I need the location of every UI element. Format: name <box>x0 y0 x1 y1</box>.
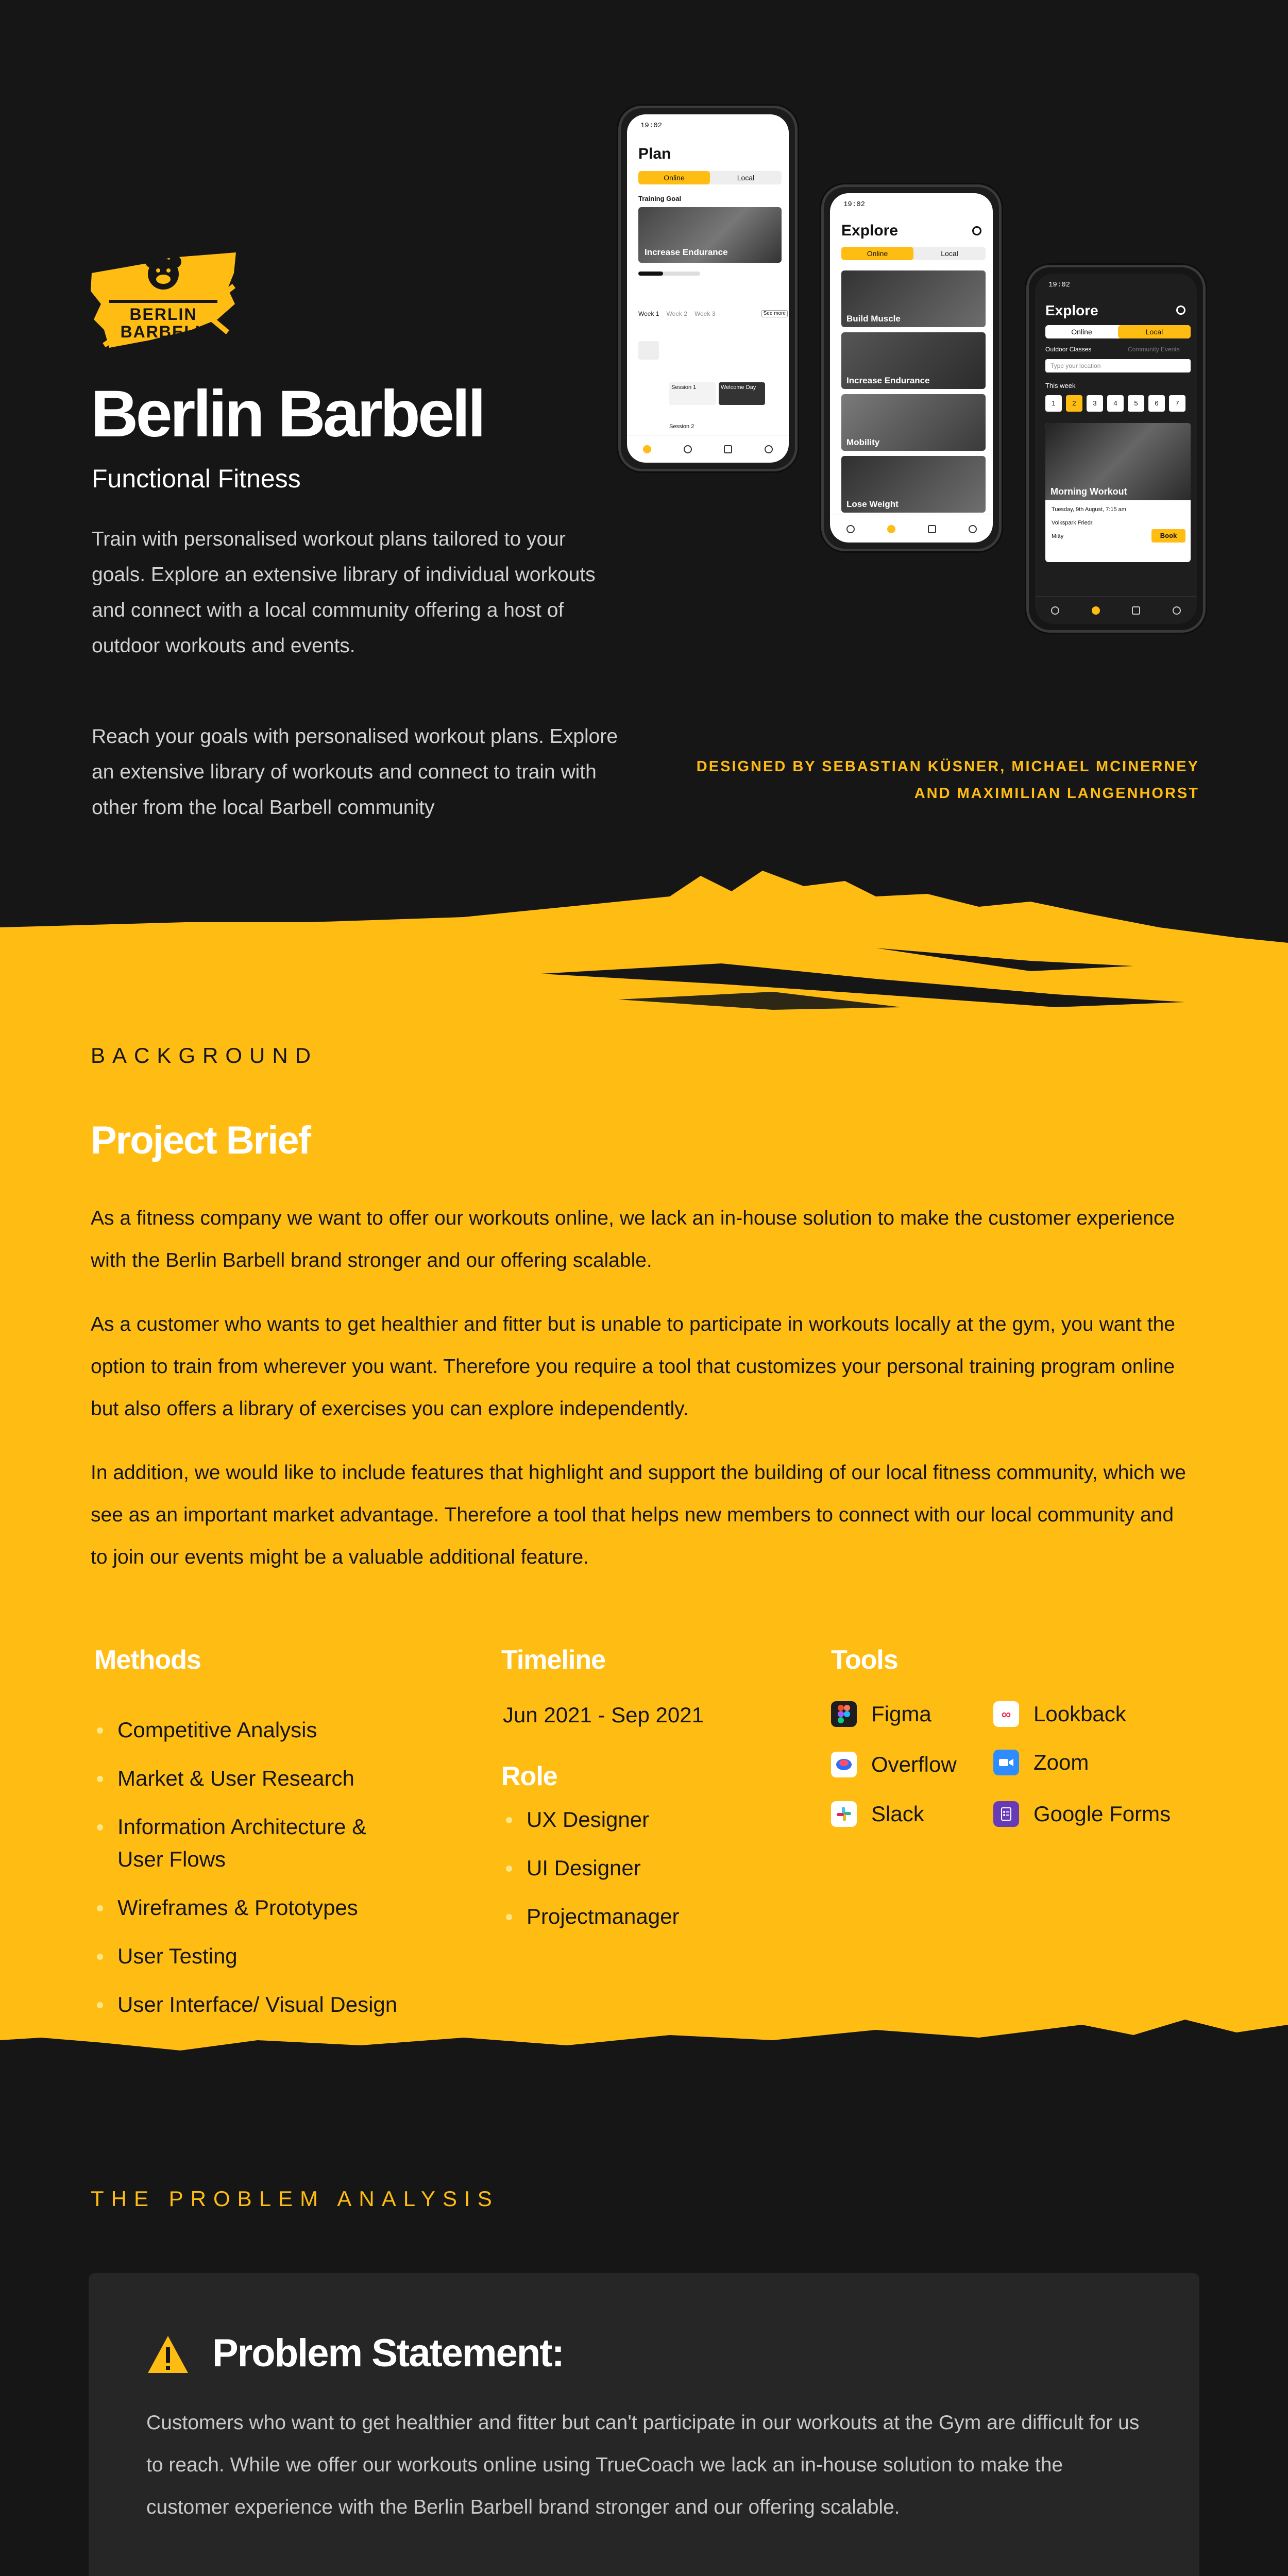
tool-label: Overflow <box>871 1752 957 1776</box>
tool-label: Slack <box>871 1802 924 1826</box>
page-subtitle: Functional Fitness <box>92 464 301 493</box>
tab-local[interactable]: Local <box>737 174 755 182</box>
explore-title: Explore <box>1045 302 1098 318</box>
zoom-icon <box>993 1750 1019 1775</box>
tool-lookback <box>993 1701 1126 1727</box>
figma-icon <box>831 1701 857 1727</box>
list-item: Market & User Research <box>92 1762 421 1794</box>
tool-zoom <box>993 1750 1089 1775</box>
list-item: Projectmanager <box>501 1900 810 1933</box>
event-card[interactable] <box>1045 423 1191 562</box>
background-eyebrow: BACKGROUND <box>91 1043 318 1067</box>
day-6[interactable]: 6 <box>1148 395 1165 412</box>
plan-item-session-1[interactable]: Session 1 <box>669 382 716 405</box>
phone-explore-dark-mockup <box>1026 265 1206 633</box>
plan-list <box>638 382 788 413</box>
tools-heading: Tools <box>831 1645 898 1675</box>
tool-slack <box>831 1801 924 1827</box>
card-label: Lose Weight <box>846 499 899 509</box>
plan-tabs <box>638 171 782 184</box>
subtab-community-events[interactable]: Community Events <box>1128 346 1180 353</box>
tab-online[interactable]: Online <box>638 171 710 184</box>
brief-paragraph-3: In addition, we would like to include features that highlight and support the building of our local fitness community, which we see as an important market advantage. Therefore a tool that helps new members to connect with our local community and to join our events might be a valuable additional feature. <box>91 1462 1186 1568</box>
card-label: Build Muscle <box>846 314 901 324</box>
week-label: This week <box>1045 382 1076 389</box>
tab-plan-icon[interactable] <box>846 525 855 533</box>
tab-favourites-icon[interactable] <box>928 525 936 533</box>
event-title: Morning Workout <box>1050 486 1127 497</box>
week-3-tab[interactable]: Week 3 <box>694 310 716 317</box>
status-time: 19:02 <box>843 200 866 209</box>
role-heading: Role <box>501 1761 557 1791</box>
status-time: 19:02 <box>640 122 663 130</box>
problem-eyebrow: THE PROBLEM ANALYSIS <box>91 2187 499 2211</box>
tab-profile-icon[interactable] <box>1173 606 1181 615</box>
card-label: Mobility <box>846 437 880 447</box>
search-icon[interactable] <box>1176 306 1185 315</box>
methods-heading: Methods <box>94 1645 201 1675</box>
event-date: Tuesday, 9th August, 7:15 am <box>1052 506 1126 513</box>
problem-title: Problem Statement: <box>212 2331 564 2375</box>
explore-card-endurance[interactable] <box>841 332 986 389</box>
week-2-tab[interactable]: Week 2 <box>666 310 687 317</box>
tool-overflow <box>831 1752 957 1777</box>
tab-profile-icon[interactable] <box>765 445 773 453</box>
plan-day-block <box>638 341 659 360</box>
plan-goal-card[interactable] <box>638 207 782 263</box>
page-title: Berlin Barbell <box>91 377 484 451</box>
timeline-heading: Timeline <box>501 1645 606 1675</box>
explore-tabs <box>841 247 986 260</box>
list-item: User Testing <box>92 1940 421 1972</box>
day-7[interactable]: 7 <box>1169 395 1185 412</box>
brief-paragraph-2: As a customer who wants to get healthier and fitter but is unable to participate in workouts locally at the gym, you want the option to train from wherever you want. Therefore you require a tool that customizes your personal training program online but also offers a library of exercises you can explore independently. <box>91 1313 1175 1420</box>
designers-line-2: AND MAXIMILIAN LANGENHORST <box>914 785 1199 802</box>
explore-card-lose-weight[interactable] <box>841 456 986 513</box>
tab-local[interactable]: Local <box>1118 325 1191 338</box>
search-icon[interactable] <box>972 226 981 235</box>
list-item: Competitive Analysis <box>92 1714 421 1746</box>
card-label: Increase Endurance <box>846 376 930 385</box>
explore-title: Explore <box>841 222 899 239</box>
tab-plan-icon[interactable] <box>1051 606 1059 615</box>
list-item: UX Designer <box>501 1803 810 1836</box>
explore-card-mobility[interactable] <box>841 394 986 451</box>
tool-figma <box>831 1701 931 1727</box>
plan-item-welcome[interactable]: Welcome Day <box>719 382 765 405</box>
warning-icon <box>146 2334 190 2375</box>
tab-profile-icon[interactable] <box>969 525 977 533</box>
day-1[interactable]: 1 <box>1045 395 1062 412</box>
week-1-tab[interactable]: Week 1 <box>638 310 659 317</box>
explore-tabbar <box>830 515 993 543</box>
brand-logo <box>89 242 238 350</box>
timeline-value: Jun 2021 - Sep 2021 <box>503 1703 704 1727</box>
tab-online[interactable]: Online <box>841 247 913 260</box>
phone-explore-light-mockup <box>821 184 1002 551</box>
designers-line-1: DESIGNED BY SEBASTIAN KÜSNER, MICHAEL MCINERNEY <box>696 758 1199 775</box>
role-list <box>501 1803 810 1948</box>
plan-title: Plan <box>638 145 671 162</box>
book-button[interactable]: Book <box>1151 529 1185 543</box>
plan-section-label: Training Goal <box>638 195 682 202</box>
status-time: 19:02 <box>1048 281 1071 289</box>
tab-favourites-icon[interactable] <box>1132 606 1140 615</box>
tool-label: Lookback <box>1033 1702 1126 1726</box>
problem-statement-card <box>89 2273 1199 2576</box>
overflow-icon <box>831 1752 857 1777</box>
see-more-link[interactable]: See more <box>761 310 788 317</box>
hero-intro: Train with personalised workout plans tailored to your goals. Explore an extensive library of individual workouts and connect with a local community offering a host of outdoor workouts and events. <box>92 528 596 657</box>
plan-item-session-2[interactable]: Session 2 <box>669 423 694 430</box>
day-picker <box>1045 395 1191 412</box>
phone-plan-mockup <box>618 106 798 471</box>
slack-icon <box>831 1801 857 1827</box>
plan-progress-bar <box>638 272 700 276</box>
day-5[interactable]: 5 <box>1128 395 1144 412</box>
tool-label: Zoom <box>1033 1750 1089 1774</box>
day-4[interactable]: 4 <box>1107 395 1124 412</box>
tab-local[interactable]: Local <box>941 249 958 258</box>
google-forms-icon <box>993 1801 1019 1827</box>
tool-google-forms <box>993 1801 1171 1827</box>
brief-paragraph-1: As a fitness company we want to offer our workouts online, we lack an in-house solution to make the customer experience with the Berlin Barbell brand stronger and our offering scalable. <box>91 1207 1175 1272</box>
event-location: Volkspark Friedr. <box>1052 520 1094 526</box>
tab-explore-icon[interactable] <box>887 525 895 533</box>
tab-favourites-icon[interactable] <box>724 445 732 453</box>
plan-goal-card-label: Increase Endurance <box>645 247 728 257</box>
project-brief-title: Project Brief <box>91 1118 310 1162</box>
designers-credit <box>684 753 1199 807</box>
list-item: UI Designer <box>501 1852 810 1884</box>
explore-tabbar <box>1035 596 1197 624</box>
tab-explore-icon[interactable] <box>1092 606 1100 615</box>
event-image <box>1045 423 1191 500</box>
explore-card-build-muscle[interactable] <box>841 270 986 327</box>
tool-label: Figma <box>871 1702 931 1726</box>
event-trainer: Mitty <box>1052 533 1064 539</box>
tab-plan-icon[interactable] <box>643 445 651 453</box>
lookback-icon: ∞ <box>993 1701 1019 1727</box>
tool-label: Google Forms <box>1033 1802 1171 1826</box>
subtab-outdoor-classes[interactable]: Outdoor Classes <box>1045 346 1092 353</box>
day-3[interactable]: 3 <box>1087 395 1103 412</box>
problem-paragraph-1: Customers who want to get healthier and fitter but can't participate in our workouts at the Gym are difficult for us to reach. While we offer our workouts online using TrueCoach we lack an in-house solution to make the customer experience with the Berlin Barbell brand stronger and our offering scalable. <box>146 2412 1140 2518</box>
day-2[interactable]: 2 <box>1066 395 1082 412</box>
hero-intro-secondary: Reach your goals with personalised workout plans. Explore an extensive library of workouts and connect to train with other from the local Barbell community <box>92 725 618 819</box>
explore-tabs <box>1045 325 1191 338</box>
hero-section <box>0 0 1288 886</box>
logo-text-bottom: BARBELL <box>120 323 207 341</box>
plan-week-row <box>638 310 788 317</box>
methods-list <box>92 1714 421 2037</box>
list-item: User Interface/ Visual Design <box>92 1988 421 2021</box>
plan-tabbar <box>627 435 789 463</box>
tab-online[interactable]: Online <box>1071 328 1092 336</box>
list-item: Information Architecture & User Flows <box>92 1810 380 1875</box>
location-search-input[interactable]: Type your location <box>1045 359 1191 372</box>
tab-explore-icon[interactable] <box>684 445 692 453</box>
list-item: Wireframes & Prototypes <box>92 1891 421 1924</box>
logo-text-top: BERLIN <box>129 305 197 324</box>
